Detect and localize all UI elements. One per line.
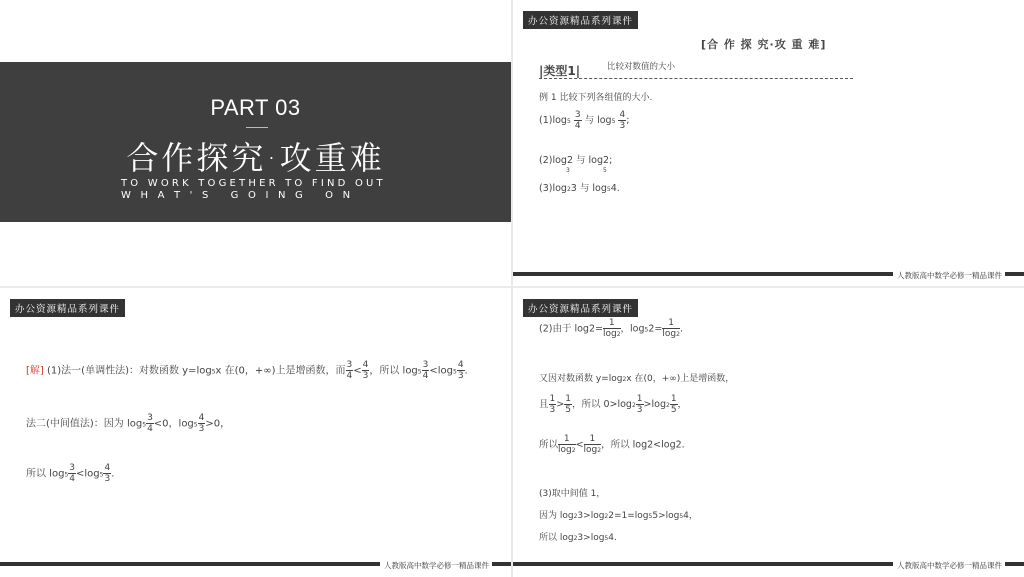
slide-part-03[interactable] bbox=[0, 0, 511, 286]
numerator: 1 bbox=[565, 394, 571, 404]
fraction bbox=[584, 434, 602, 456]
text: 法二(中间值法)：因为 log bbox=[26, 418, 143, 430]
sub: 5 bbox=[648, 513, 653, 520]
denominator: 3 bbox=[457, 371, 464, 381]
sub: 5 bbox=[64, 471, 69, 479]
text: 5>log bbox=[652, 511, 680, 521]
text: 4. bbox=[610, 183, 620, 194]
sub: 2 bbox=[573, 535, 578, 542]
numerator: 3 bbox=[422, 360, 429, 370]
type-label: |类型1| bbox=[539, 64, 581, 78]
text: 4， bbox=[683, 511, 698, 521]
fraction bbox=[457, 360, 465, 381]
header-badge: 办公资源精品系列课件 bbox=[10, 299, 125, 317]
footer-text: 人教版高中数学必修一精品课件 bbox=[897, 561, 1002, 570]
denominator: 3 bbox=[362, 371, 369, 381]
numerator: 1 bbox=[584, 434, 602, 445]
sub: 2 bbox=[604, 513, 609, 520]
sub: 5 bbox=[644, 326, 649, 334]
numerator: 4 bbox=[362, 360, 369, 370]
sub: 5 bbox=[417, 368, 422, 376]
denominator: 5 bbox=[670, 405, 677, 415]
denominator: 4 bbox=[147, 424, 153, 434]
type-description: 比较对数值的大小 bbox=[607, 62, 676, 72]
solution-line-1 bbox=[26, 360, 468, 381]
text: 2=1=log bbox=[608, 511, 649, 521]
item-1 bbox=[539, 110, 629, 131]
solution-line-2 bbox=[26, 413, 230, 434]
line-5: (3)取中间值 1， bbox=[539, 489, 606, 499]
text: <log bbox=[429, 365, 453, 377]
text: < bbox=[575, 439, 584, 451]
fraction bbox=[574, 110, 582, 131]
footer-text: 人教版高中数学必修一精品课件 bbox=[384, 561, 489, 570]
sub: 5 bbox=[566, 118, 571, 125]
footer-bar-end bbox=[492, 562, 511, 566]
numerator: 3 bbox=[69, 463, 75, 473]
sub: 2 bbox=[571, 447, 576, 454]
denominator: 3 bbox=[619, 121, 626, 131]
footer-bar bbox=[0, 562, 380, 566]
numerator: 1 bbox=[603, 318, 621, 329]
numerator: 4 bbox=[457, 360, 464, 370]
sub: 2 bbox=[622, 376, 627, 383]
section-heading: [合 作 探 究·攻 重 难] bbox=[701, 38, 827, 51]
denominator: 5 bbox=[565, 405, 571, 415]
text: 2. bbox=[675, 439, 685, 451]
text: log bbox=[558, 445, 572, 455]
line-1 bbox=[539, 318, 683, 340]
line-3 bbox=[539, 394, 687, 415]
example-title: 例 1 比较下列各组值的大小. bbox=[539, 93, 653, 103]
sub: 3 bbox=[566, 167, 570, 174]
text: 2= bbox=[588, 323, 603, 335]
line-2 bbox=[539, 371, 734, 384]
text: ，log bbox=[620, 323, 645, 335]
footer-bar bbox=[513, 272, 893, 276]
text: 所以 log bbox=[539, 533, 574, 543]
text: 3>log bbox=[577, 511, 605, 521]
numerator: 1 bbox=[558, 434, 576, 445]
denominator: 4 bbox=[346, 371, 353, 381]
sub: 5 bbox=[99, 471, 104, 479]
text: <log bbox=[76, 468, 100, 480]
numerator: 3 bbox=[574, 110, 581, 120]
text: ; bbox=[626, 115, 630, 126]
text: log bbox=[602, 329, 617, 339]
text: (1)法一(单调性法)：对数函数 y=log bbox=[47, 365, 212, 377]
numerator: 1 bbox=[549, 394, 556, 404]
text: (2)由于 log bbox=[539, 323, 589, 335]
text: ，所以 log bbox=[369, 365, 418, 377]
text: 因为 log bbox=[539, 511, 574, 521]
dashed-divider bbox=[539, 78, 853, 79]
footer-bar bbox=[513, 562, 893, 566]
footer-text: 人教版高中数学必修一精品课件 bbox=[897, 271, 1002, 280]
slide-solution-1[interactable] bbox=[0, 288, 511, 577]
text: 所以 bbox=[539, 439, 559, 451]
denominator bbox=[584, 445, 602, 456]
sub: 5 bbox=[452, 368, 457, 376]
item-2 bbox=[539, 152, 612, 166]
text: 2 与 log bbox=[566, 155, 604, 166]
text: 4. bbox=[608, 533, 617, 543]
text: ， bbox=[677, 399, 688, 410]
fraction bbox=[564, 394, 572, 415]
section-title: 合作探究·攻重难 bbox=[126, 139, 385, 177]
text: log bbox=[662, 329, 677, 339]
text: ，所以 0>log bbox=[571, 399, 632, 410]
text: 2<log bbox=[647, 439, 676, 451]
denominator: 3 bbox=[198, 424, 205, 434]
fraction bbox=[670, 394, 678, 415]
numerator: 3 bbox=[346, 360, 353, 370]
numerator: 1 bbox=[670, 394, 677, 404]
fraction bbox=[662, 318, 680, 340]
sub: 2 bbox=[616, 331, 621, 338]
numerator: 3 bbox=[147, 413, 153, 423]
sub: 5 bbox=[679, 513, 684, 520]
text: 2= bbox=[648, 323, 663, 335]
denominator: 4 bbox=[422, 371, 429, 381]
text: (3)log bbox=[539, 183, 567, 194]
text: x 在(0，+∞)上是增函数， bbox=[626, 374, 735, 384]
divider bbox=[246, 127, 268, 128]
footer-bar-end bbox=[1005, 562, 1024, 566]
fraction bbox=[68, 463, 76, 484]
fraction bbox=[558, 434, 576, 456]
line-7 bbox=[539, 530, 617, 543]
text: 所以 log bbox=[26, 468, 65, 480]
subtitle-line2: W H A T ' S G O I N G O N bbox=[121, 190, 354, 201]
text: (1)log bbox=[539, 115, 567, 126]
denominator: 3 bbox=[636, 405, 643, 415]
subtitle-line1: TO WORK TOGETHER TO FIND OUT bbox=[121, 178, 386, 189]
fraction bbox=[603, 318, 621, 340]
denominator: 3 bbox=[104, 474, 111, 484]
sub: 2 bbox=[573, 513, 578, 520]
slide-solution-2[interactable] bbox=[513, 288, 1024, 577]
text: log bbox=[583, 445, 598, 455]
text: >log bbox=[643, 399, 666, 410]
text: < bbox=[353, 365, 362, 377]
text: . bbox=[464, 365, 468, 377]
footer-bar-end bbox=[1005, 272, 1024, 276]
sub: 5 bbox=[193, 421, 198, 429]
text: ，所以 log bbox=[601, 439, 648, 451]
numerator: 1 bbox=[662, 318, 680, 329]
denominator: 3 bbox=[549, 405, 556, 415]
sub: 5 bbox=[142, 421, 147, 429]
numerator: 1 bbox=[636, 394, 643, 404]
sub: 2 bbox=[631, 402, 636, 409]
sub: 5 bbox=[606, 186, 611, 193]
text: (2)log bbox=[539, 155, 567, 166]
sub: 5 bbox=[603, 167, 607, 174]
text: 3 与 log bbox=[570, 183, 607, 194]
solution-marker: [解] bbox=[26, 365, 44, 377]
sub: 2 bbox=[597, 447, 602, 454]
numerator: 4 bbox=[619, 110, 626, 120]
text: 3>log bbox=[577, 533, 605, 543]
sub: 5 bbox=[611, 118, 616, 125]
text: <0，log bbox=[153, 418, 194, 430]
fraction bbox=[146, 413, 154, 434]
text: > bbox=[556, 399, 565, 410]
text: 2; bbox=[603, 155, 613, 166]
denominator: 4 bbox=[574, 121, 581, 131]
text: x 在(0，+∞)上是增函数，而 bbox=[215, 365, 346, 377]
denominator: 4 bbox=[69, 474, 75, 484]
sub: 2 bbox=[676, 331, 680, 338]
numerator: 4 bbox=[104, 463, 111, 473]
text: . bbox=[111, 468, 115, 480]
solution-line-3 bbox=[26, 463, 114, 484]
line-6 bbox=[539, 508, 698, 521]
text: >0， bbox=[205, 418, 231, 430]
numerator: 4 bbox=[198, 413, 205, 423]
text: 与 log bbox=[584, 115, 612, 126]
fraction bbox=[636, 394, 644, 415]
sub: 5 bbox=[211, 368, 216, 376]
text: 且 bbox=[539, 399, 549, 410]
denominator bbox=[558, 445, 576, 456]
denominator bbox=[662, 329, 680, 340]
part-number: PART 03 bbox=[210, 95, 301, 120]
header-badge: 办公资源精品系列课件 bbox=[523, 299, 638, 317]
item-3 bbox=[539, 180, 620, 194]
text: 又因对数函数 y=log bbox=[539, 374, 623, 384]
sub: 2 bbox=[665, 402, 670, 409]
denominator bbox=[603, 329, 621, 340]
text: . bbox=[679, 323, 683, 335]
header-badge: 办公资源精品系列课件 bbox=[523, 11, 638, 29]
line-4 bbox=[539, 434, 685, 456]
sub: 2 bbox=[566, 186, 571, 193]
slide-example-1[interactable] bbox=[513, 0, 1024, 286]
sub: 5 bbox=[604, 535, 609, 542]
